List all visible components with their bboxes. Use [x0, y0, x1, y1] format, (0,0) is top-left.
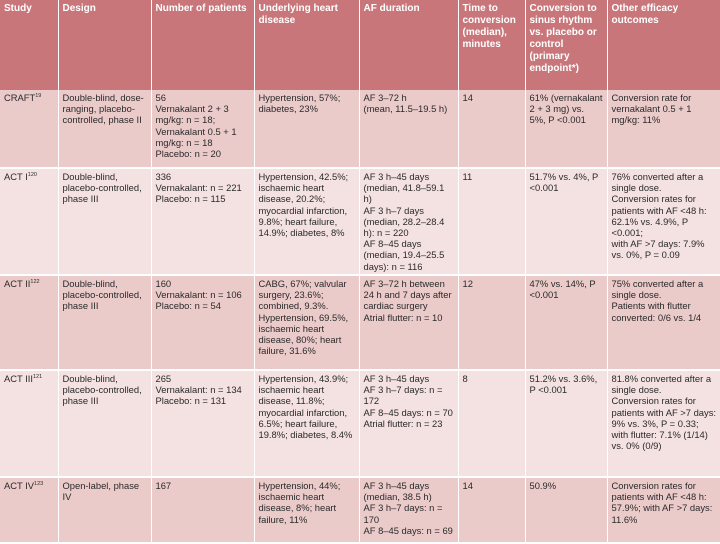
other-outcomes-cell: 76% converted after a single dose. Conversion rates for patients with AF <48 h: 62.1% vs. 4.9%, P <0.001; with AF >7 days: 7.9% vs. 0%, P = 0.09 — [607, 168, 720, 275]
study-reference: 123 — [34, 481, 44, 487]
conversion-cell: 51.7% vs. 4%, P <0.001 — [525, 168, 607, 275]
header-conversion: Conversion to sinus rhythm vs. placebo or control (primary endpoint*) — [525, 0, 607, 90]
conversion-cell: 47% vs. 14%, P <0.001 — [525, 275, 607, 370]
design-cell: Double-blind, placebo-controlled, phase III — [58, 370, 151, 477]
other-outcomes-cell: Conversion rates for patients with AF <48 h: 57.9%; with AF >7 days: 11.6% — [607, 477, 720, 543]
table-row — [0, 90, 720, 168]
af-duration-cell: AF 3 h–45 days AF 3 h–7 days: n = 172 AF 8–45 days: n = 70 Atrial flutter: n = 23 — [359, 370, 458, 477]
time-to-conversion-cell: 12 — [458, 275, 525, 370]
study-reference: 122 — [30, 279, 40, 285]
heart-disease-cell: Hypertension, 43.9%; ischaemic heart disease, 11.8%; myocardial infarction, 6.5%; heart failure, 19.8%; diabetes, 8.4% — [254, 370, 359, 477]
study-name: ACT I — [4, 171, 28, 182]
af-duration-cell: AF 3 h–45 days (median, 38.5 h) AF 3 h–7 days: n = 170 AF 8–45 days: n = 69 — [359, 477, 458, 543]
study-cell — [0, 477, 58, 543]
study-reference: 19 — [35, 93, 42, 99]
heart-disease-cell: Hypertension, 44%; ischaemic heart disease, 8%; heart failure, 11% — [254, 477, 359, 543]
af-duration-cell: AF 3–72 h between 24 h and 7 days after cardiac surgery Atrial flutter: n = 10 — [359, 275, 458, 370]
time-to-conversion-cell: 11 — [458, 168, 525, 275]
header-heart-disease: Underlying heart disease — [254, 0, 359, 90]
design-cell: Open-label, phase IV — [58, 477, 151, 543]
other-outcomes-cell: 81.8% converted after a single dose. Conversion rates for patients with AF >7 days: 9% vs. 3%, P = 0.33; with flutter: 7.1% (1/14) vs. 0% (0/9) — [607, 370, 720, 477]
design-cell: Double-blind, dose-ranging, placebo-controlled, phase II — [58, 90, 151, 168]
table-row — [0, 477, 720, 543]
table-row — [0, 275, 720, 370]
heart-disease-cell: Hypertension, 57%; diabetes, 23% — [254, 90, 359, 168]
af-duration-cell: AF 3–72 h (mean, 11.5–19.5 h) — [359, 90, 458, 168]
study-name: ACT II — [4, 278, 31, 289]
table-row — [0, 370, 720, 477]
header-design: Design — [58, 0, 151, 90]
design-cell: Double-blind, placebo-controlled, phase III — [58, 168, 151, 275]
time-to-conversion-cell: 8 — [458, 370, 525, 477]
time-to-conversion-cell: 14 — [458, 477, 525, 543]
study-cell — [0, 90, 58, 168]
table-row — [0, 168, 720, 275]
header-study: Study — [0, 0, 58, 90]
heart-disease-cell: Hypertension, 42.5%; ischaemic heart disease, 20.2%; myocardial infarction, 9.8%; heart failure, 14.9%; diabetes, 8% — [254, 168, 359, 275]
conversion-cell: 50.9% — [525, 477, 607, 543]
table-header — [0, 0, 720, 90]
header-row — [0, 0, 720, 90]
header-time-to-conversion: Time to conversion (median), minutes — [458, 0, 525, 90]
study-cell — [0, 370, 58, 477]
header-af-duration: AF duration — [359, 0, 458, 90]
time-to-conversion-cell: 14 — [458, 90, 525, 168]
patients-cell: 56 Vernakalant 2 + 3 mg/kg: n = 18; Vernakalant 0.5 + 1 mg/kg: n = 18 Placebo: n = 20 — [151, 90, 254, 168]
other-outcomes-cell: Conversion rate for vernakalant 0.5 + 1 mg/kg: 11% — [607, 90, 720, 168]
header-other-outcomes: Other efficacy outcomes — [607, 0, 720, 90]
heart-disease-cell: CABG, 67%; valvular surgery, 23.6%; combined, 9.3%. Hypertension, 69.5%, ischaemic heart disease, 80%; heart failure, 31.6% — [254, 275, 359, 370]
table-body — [0, 90, 720, 543]
other-outcomes-cell: 75% converted after a single dose. Patients with flutter converted: 0/6 vs. 1/4 — [607, 275, 720, 370]
study-name: ACT IV — [4, 480, 35, 491]
study-reference: 121 — [33, 374, 43, 380]
study-cell — [0, 168, 58, 275]
conversion-cell: 51.2% vs. 3.6%, P <0.001 — [525, 370, 607, 477]
study-cell — [0, 275, 58, 370]
patients-cell: 336 Vernakalant: n = 221 Placebo: n = 115 — [151, 168, 254, 275]
af-duration-cell: AF 3 h–45 days (median, 41.8–59.1 h) AF 3 h–7 days (median, 28.2–28.4 h): n = 220 AF 8–45 days (median, 19.4–25.5 days): n = 116 — [359, 168, 458, 275]
study-name: ACT III — [4, 373, 33, 384]
patients-cell: 265 Vernakalant: n = 134 Placebo: n = 131 — [151, 370, 254, 477]
header-patients: Number of patients — [151, 0, 254, 90]
study-reference: 120 — [27, 172, 37, 178]
design-cell: Double-blind, placebo-controlled, phase III — [58, 275, 151, 370]
study-name: CRAFT — [4, 92, 36, 103]
patients-cell: 160 Vernakalant: n = 106 Placebo: n = 54 — [151, 275, 254, 370]
conversion-cell: 61% (vernakalant 2 + 3 mg) vs. 5%, P <0.001 — [525, 90, 607, 168]
patients-cell: 167 — [151, 477, 254, 543]
